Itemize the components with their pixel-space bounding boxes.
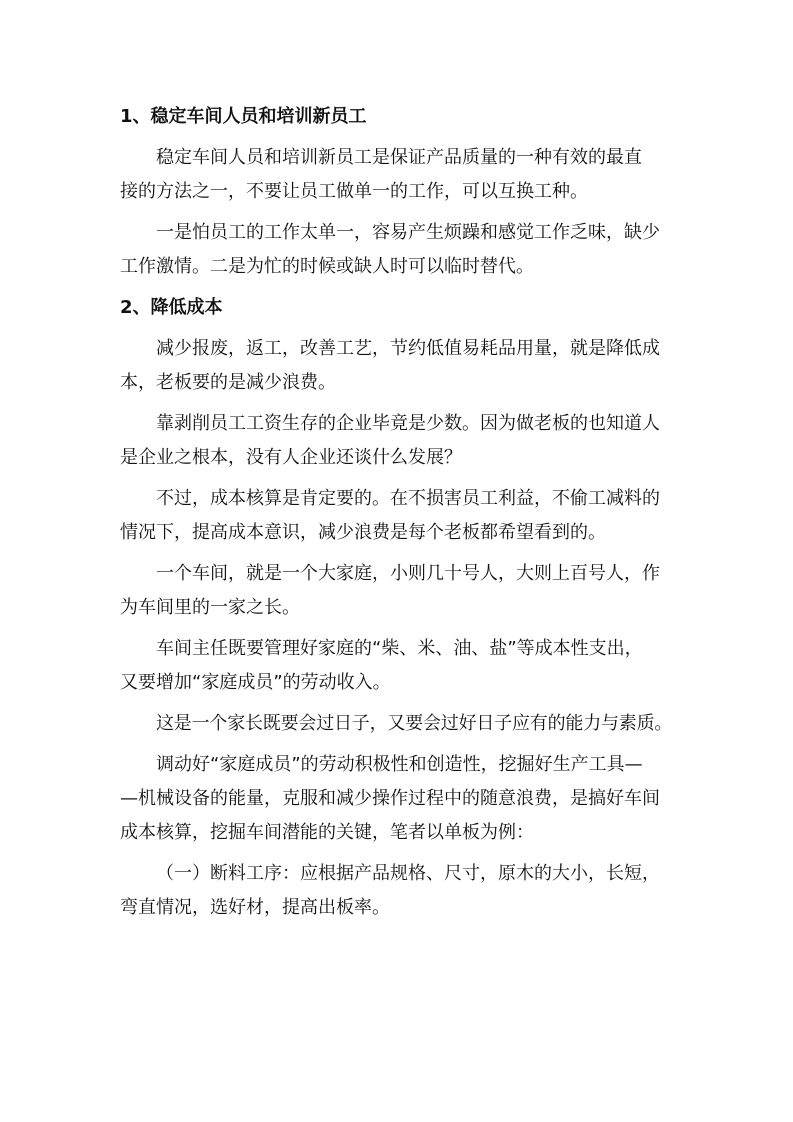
text-line: 调动好“家庭成员”的劳动积极性和创造性，挖掘好生产工具—: [156, 754, 643, 775]
text-line: 减少报废，返工，改善工艺，节约低值易耗品用量，就是降低成: [156, 338, 660, 359]
text-line: 成本核算，挖掘车间潜能的关键，笔者以单板为例：: [120, 822, 534, 843]
paragraph: [120, 857, 680, 925]
text-line: 是企业之根本，没有人企业还谈什么发展？: [120, 447, 462, 468]
paragraph: [120, 632, 680, 700]
paragraph: [120, 141, 680, 209]
section-heading-1: 1、稳定车间人员和培训新员工: [120, 106, 367, 127]
text-line: 一是怕员工的工作太单一，容易产生烦躁和感觉工作乏味，缺少: [156, 222, 660, 243]
text-line: 又要增加“家庭成员”的劳动收入。: [120, 672, 391, 693]
paragraph: [120, 707, 680, 741]
text-line: 弯直情况，选好材，提高出板率。: [120, 897, 390, 918]
text-line: 不过，成本核算是肯定要的。在不损害员工利益，不偷工减料的: [156, 488, 660, 509]
section-heading-2: 2、降低成本: [120, 297, 223, 318]
text-line: 车间主任既要管理好家庭的“柴、米、油、盐”等成本性支出，: [156, 638, 643, 659]
text-line: 稳定车间人员和培训新员工是保证产品质量的一种有效的最直: [156, 147, 642, 168]
text-line: 这是一个家长既要会过日子，又要会过好日子应有的能力与素质。: [156, 713, 673, 734]
text-line: 靠剥削员工工资生存的企业毕竟是少数。因为做老板的也知道人: [156, 413, 660, 434]
paragraph: [120, 332, 680, 400]
paragraph: [120, 748, 680, 850]
text-line: —机械设备的能量，克服和减少操作过程中的随意浪费，是搞好车间: [120, 788, 660, 809]
paragraph: [120, 482, 680, 550]
text-line: 工作激情。二是为忙的时候或缺人时可以临时替代。: [120, 256, 534, 277]
text-line: 接的方法之一，不要让员工做单一的工作，可以互换工种。: [120, 181, 588, 202]
paragraph: [120, 557, 680, 625]
text-line: 一个车间，就是一个大家庭，小则几十号人，大则上百号人，作: [156, 563, 660, 584]
text-line: 本，老板要的是减少浪费。: [120, 372, 336, 393]
paragraph: [120, 216, 680, 284]
text-line: 情况下，提高成本意识，减少浪费是每个老板都希望看到的。: [120, 522, 606, 543]
text-line: 为车间里的一家之长。: [120, 597, 300, 618]
paragraph: [120, 407, 680, 475]
text-line: （一）断料工序：应根据产品规格、尺寸，原木的大小，长短，: [156, 863, 660, 884]
document-page: [120, 100, 680, 932]
